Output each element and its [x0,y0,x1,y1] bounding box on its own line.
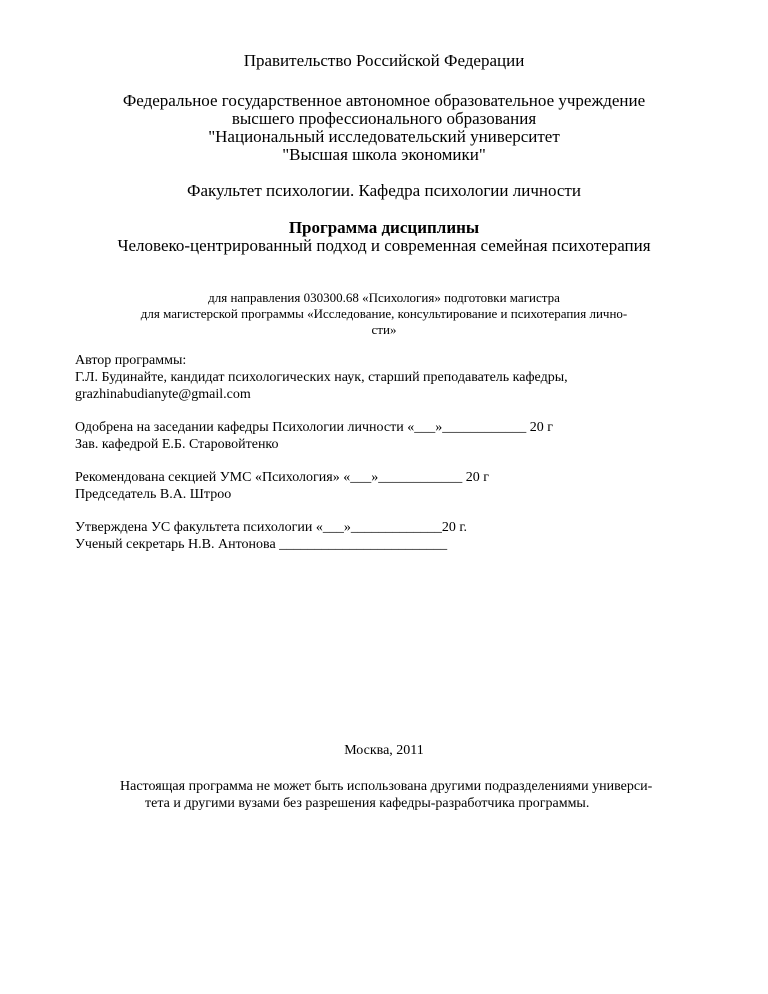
department-head: Зав. кафедрой Е.Б. Старовойтенко [75,437,279,452]
government-name: Правительство Российской Федерации [243,51,525,70]
master-program-line-1: для магистерской программы «Исследование, консультирование и психотерапия лично- [140,306,628,321]
master-program-line-2: сти» [371,322,397,337]
approval-faculty-council: Утверждена УС факультета психологии «___»_____________20 г. [75,520,468,535]
notice-line-2: тета и другими вузами без разрешения кафедры-разработчика программы. [145,796,590,811]
faculty-department: Факультет психологии. Кафедра психологии личности [187,181,581,200]
institution-line-3: "Национальный исследовательский университет [208,127,560,146]
institution-line-2: высшего профессионального образования [231,109,537,128]
direction-line: для направления 030300.68 «Психология» подготовки магистра [208,290,560,305]
author-label: Автор программы: [75,353,187,368]
section-chair: Председатель В.А. Штроо [75,487,232,502]
notice-line-1: Настоящая программа не может быть использована другими подразделениями универси- [120,779,653,794]
city-year: Москва, 2011 [344,743,424,758]
institution-line-1: Федеральное государственное автономное образовательное учреждение [122,91,646,110]
discipline-name: Человеко-центрированный подход и современная семейная психотерапия [117,236,651,255]
institution-line-4: "Высшая школа экономики" [282,145,486,164]
program-title: Программа дисциплины [288,218,480,237]
approval-ums-section: Рекомендована секцией УМС «Психология» «___»____________ 20 г [75,470,489,485]
council-secretary: Ученый секретарь Н.В. Антонова ________________________ [75,537,448,552]
author-email: grazhinabudianyte@gmail.com [75,387,251,402]
author-name: Г.Л. Будинайте, кандидат психологических наук, старший преподаватель кафедры, [75,370,568,385]
approval-department: Одобрена на заседании кафедры Психологии личности «___»____________ 20 г [75,420,553,435]
